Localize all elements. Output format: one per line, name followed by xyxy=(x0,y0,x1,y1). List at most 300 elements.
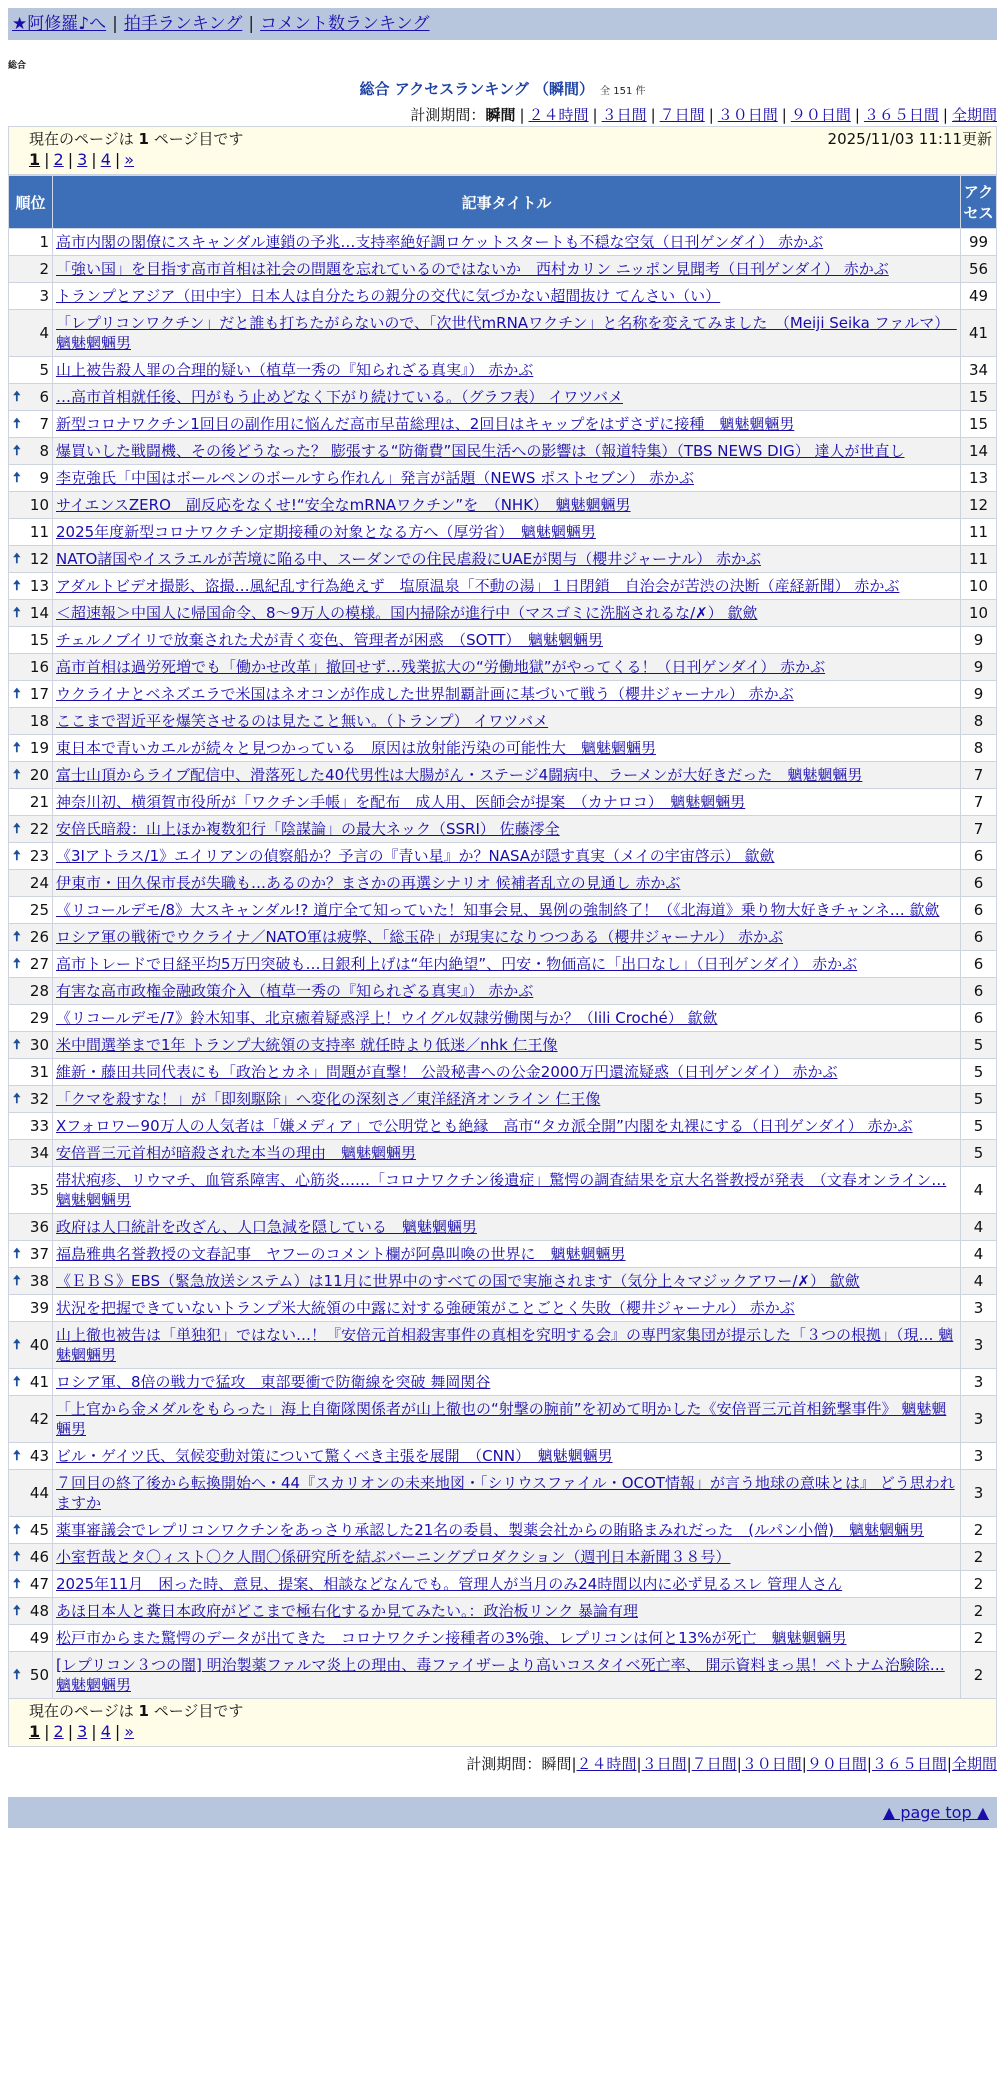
period-separator: | xyxy=(866,1755,872,1773)
access-count: 2 xyxy=(961,1598,997,1625)
article-title-link[interactable]: 有害な高市政権金融政策介入（植草一秀の『知られざる真実』） 赤かぶ xyxy=(56,982,534,1000)
table-row xyxy=(9,1214,997,1241)
table-row xyxy=(9,1470,997,1517)
rank-cell xyxy=(9,627,53,654)
rank-number: 9 xyxy=(39,469,49,487)
article-title-link[interactable]: アダルトビデオ撮影、盗撮…風紀乱す行為絶えず 塩原温泉「不動の湯」１日閉鎖 自治会が苦渋の決断（産経新聞） 赤かぶ xyxy=(56,577,900,595)
access-count: 10 xyxy=(961,573,997,600)
period-link[interactable]: 全期間 xyxy=(951,1755,997,1773)
rank-cell xyxy=(9,816,53,843)
article-title-link[interactable]: ＜超速報＞中国人に帰国命令、8〜9万人の模様。国内掃除が進行中（マスゴミに洗脳されるな/✗） 歙歛 xyxy=(56,604,758,622)
rank-number: 49 xyxy=(29,1629,49,1647)
rank-cell xyxy=(9,1322,53,1369)
pager-link[interactable]: 4 xyxy=(100,1722,111,1741)
title-cell xyxy=(53,816,961,843)
title-cell xyxy=(53,1032,961,1059)
rank-number: 22 xyxy=(29,820,49,838)
article-title-link[interactable]: あほ日本人と糞日本政府がどこまで極右化するか見てみたい。：政治板リンク 暴論有理 xyxy=(56,1602,638,1620)
rank-cell xyxy=(9,438,53,465)
rank-cell xyxy=(9,1086,53,1113)
table-row xyxy=(9,843,997,870)
access-count: 34 xyxy=(961,357,997,384)
access-count: 9 xyxy=(961,681,997,708)
nav-separator: | xyxy=(112,14,118,34)
title-cell xyxy=(53,256,961,283)
rank-up-arrow-icon: 🠅 xyxy=(13,1273,21,1289)
title-cell xyxy=(53,1443,961,1470)
rank-number: 3 xyxy=(39,287,49,305)
rank-cell xyxy=(9,1396,53,1443)
top-navigation xyxy=(8,8,997,40)
applause-ranking-link[interactable]: 拍手ランキング xyxy=(123,14,243,34)
pager-separator: | xyxy=(44,1722,50,1741)
rank-up-arrow-icon: 🠅 xyxy=(13,578,21,594)
article-title-link[interactable]: [レプリコン３つの闇] 明治製薬ファルマ炎上の理由、毒ファイザーより高いコスタイベ死亡率、 開示資料まっ黒！ベトナム治験除… 魑魅魍魎男 xyxy=(56,1656,945,1694)
rank-cell xyxy=(9,1625,53,1652)
title-cell xyxy=(53,789,961,816)
article-title-link[interactable]: 爆買いした戦闘機、その後どうなった？ 膨張する“防衛費”国民生活への影響は（報道特集）（TBS NEWS DIG） 達人が世直し xyxy=(56,442,905,460)
rank-up-arrow-icon: 🠅 xyxy=(13,1337,21,1353)
table-row xyxy=(9,1059,997,1086)
access-count: 2 xyxy=(961,1544,997,1571)
rank-number: 10 xyxy=(29,496,49,514)
article-title-link[interactable]: 小室哲哉とタ〇ィスト〇ク人間〇係研究所を結ぶバーニングプロダクション（週刊日本新聞３８号） xyxy=(56,1548,731,1566)
title-cell xyxy=(53,600,961,627)
title-cell xyxy=(53,492,961,519)
access-count: 7 xyxy=(961,762,997,789)
rank-number: 24 xyxy=(29,874,49,892)
pager-link[interactable]: 3 xyxy=(77,150,88,169)
access-count: 7 xyxy=(961,789,997,816)
rank-number: 48 xyxy=(29,1602,49,1620)
access-count: 2 xyxy=(961,1652,997,1699)
period-link[interactable]: ３０日間 xyxy=(717,106,778,124)
access-count: 6 xyxy=(961,924,997,951)
rank-number: 46 xyxy=(29,1548,49,1566)
title-cell xyxy=(53,357,961,384)
rank-cell xyxy=(9,519,53,546)
access-count: 49 xyxy=(961,283,997,310)
rank-cell xyxy=(9,1241,53,1268)
access-count: 4 xyxy=(961,1214,997,1241)
rank-number: 35 xyxy=(29,1181,49,1199)
rank-number: 30 xyxy=(29,1036,49,1054)
article-title-link[interactable]: 「レプリコンワクチン」だと誰も打ちたがらないので、「次世代mRNAワクチン」と名称を変えてみました （Meiji Seika ファルマ） 魑魅魍魎男 xyxy=(56,314,957,352)
current-page-text-bottom: 現在のページは 1 ページ目です xyxy=(29,1702,244,1720)
rank-up-arrow-icon: 🠅 xyxy=(13,821,21,837)
access-count: 7 xyxy=(961,816,997,843)
article-title-link[interactable]: 政府は人口統計を改ざん、人口急減を隠している 魑魅魍魎男 xyxy=(56,1218,477,1236)
access-count: 12 xyxy=(961,492,997,519)
article-title-link[interactable]: 「上官から金メダルをもらった」海上自衛隊関係者が山上徹也の“射撃の腕前”を初めて明かした《安倍晋三元首相銃撃事件》 魑魅魍魎男 xyxy=(56,1400,947,1438)
period-link[interactable]: ３６５日間 xyxy=(863,106,939,124)
table-row xyxy=(9,708,997,735)
article-title-link[interactable]: トランプとアジア（田中宇）日本人は自分たちの親分の交代に気づかない超間抜け てんさい（い） xyxy=(56,287,721,305)
rank-number: 45 xyxy=(29,1521,49,1539)
table-row xyxy=(9,1396,997,1443)
table-row xyxy=(9,870,997,897)
article-title-link[interactable]: 《ＥＢＳ》EBS（緊急放送システム）は11月に世界中のすべての国で実施されます（気分上々マジックアワー/✗） 歙歛 xyxy=(56,1272,860,1290)
rank-cell xyxy=(9,1113,53,1140)
rank-cell xyxy=(9,1268,53,1295)
header-rank: 順位 xyxy=(9,176,53,229)
rank-number: 26 xyxy=(29,928,49,946)
table-row xyxy=(9,283,997,310)
article-title-link[interactable]: 「クマを殺すな！」が「即刻駆除」へ変化の深刻さ／東洋経済オンライン 仁王像 xyxy=(56,1090,601,1108)
article-title-link[interactable]: 《3Iアトラス/1》エイリアンの偵察船か？予言の『青い星』か？NASAが隠す真実（メイの宇宙啓示） 歙歛 xyxy=(56,847,775,865)
rank-number: 17 xyxy=(29,685,49,703)
title-cell xyxy=(53,870,961,897)
rank-number: 44 xyxy=(29,1484,49,1502)
access-count: 3 xyxy=(961,1470,997,1517)
article-title-link[interactable]: ロシア軍の戦術でウクライナ／NATO軍は疲弊、「総玉砕」が現実になりつつある（櫻井ジャーナル） 赤かぶ xyxy=(56,928,784,946)
rank-number: 40 xyxy=(29,1336,49,1354)
title-cell xyxy=(53,1268,961,1295)
rank-number: 14 xyxy=(29,604,49,622)
title-cell xyxy=(53,438,961,465)
rank-cell xyxy=(9,1517,53,1544)
rank-cell xyxy=(9,870,53,897)
title-cell xyxy=(53,951,961,978)
access-count: 5 xyxy=(961,1140,997,1167)
table-row xyxy=(9,762,997,789)
title-cell xyxy=(53,1396,961,1443)
article-title-link[interactable]: 帯状疱疹、リウマチ、血管系障害、心筋炎……「コロナワクチン後遺症」驚愕の調査結果を京大名誉教授が発表 （文春オンライン… 魑魅魍魎男 xyxy=(56,1171,947,1209)
rank-up-arrow-icon: 🠅 xyxy=(13,1374,21,1390)
rank-cell xyxy=(9,1032,53,1059)
period-link[interactable]: ９０日間 xyxy=(806,1755,867,1773)
page-top-bar xyxy=(8,1797,997,1828)
table-row xyxy=(9,1369,997,1396)
rank-cell xyxy=(9,1598,53,1625)
table-row xyxy=(9,1652,997,1699)
table-row xyxy=(9,897,997,924)
period-selector-top xyxy=(8,104,997,126)
title-cell xyxy=(53,1059,961,1086)
rank-number: 31 xyxy=(29,1063,49,1081)
article-title-link[interactable]: 高市首相は過労死増でも「働かせ改革」撤回せず…残業拡大の“労働地獄”がやってくる！（日刊ゲンダイ） 赤かぶ xyxy=(56,658,826,676)
article-title-link[interactable]: 安倍晋三元首相が暗殺された本当の理由 魑魅魍魎男 xyxy=(56,1144,417,1162)
access-count: 2 xyxy=(961,1517,997,1544)
article-title-link[interactable]: 《リコールデモ/7》鈴木知事、北京癒着疑惑浮上！ウイグル奴隷労働関与か？（lili Croché） 歙歛 xyxy=(56,1009,718,1027)
article-title-link[interactable]: 《リコールデモ/8》大スキャンダル!? 道庁全て知っていた！知事会見、異例の強制終了！（《北海道》乗り物大好きチャンネ… 歙歛 xyxy=(56,901,940,919)
title-cell xyxy=(53,546,961,573)
period-link[interactable]: 全期間 xyxy=(951,106,997,124)
rank-up-arrow-icon: 🠅 xyxy=(13,1246,21,1262)
access-count: 15 xyxy=(961,411,997,438)
rank-up-arrow-icon: 🠅 xyxy=(13,1448,21,1464)
table-row xyxy=(9,1544,997,1571)
period-current: 瞬間 xyxy=(541,1755,572,1773)
period-separator: | xyxy=(942,106,948,124)
access-count: 6 xyxy=(961,951,997,978)
period-separator: | xyxy=(708,106,714,124)
access-count: 3 xyxy=(961,1369,997,1396)
period-separator: | xyxy=(650,106,656,124)
rank-cell xyxy=(9,978,53,1005)
article-title-link[interactable]: 新型コロナワクチン1回目の副作用に悩んだ高市早苗総理は、2回目はキャップをはずさずに接種 魑魅魍魎男 xyxy=(56,415,795,433)
table-row xyxy=(9,1140,997,1167)
pager-separator: | xyxy=(114,1722,121,1741)
rank-cell xyxy=(9,951,53,978)
access-count: 3 xyxy=(961,1322,997,1369)
table-row xyxy=(9,1268,997,1295)
rank-cell xyxy=(9,1470,53,1517)
article-title-link[interactable]: 「強い国」を目指す高市首相は社会の問題を忘れているのではないか 西村カリン ニッポン見聞考（日刊ゲンダイ） 赤かぶ xyxy=(56,260,889,278)
comment-ranking-link[interactable]: コメント数ランキング xyxy=(260,14,430,34)
period-link[interactable]: ７日間 xyxy=(691,1755,737,1773)
rank-cell xyxy=(9,762,53,789)
rank-cell xyxy=(9,357,53,384)
pager-separator: | xyxy=(91,1722,97,1741)
page-info-top xyxy=(8,126,997,175)
period-link[interactable]: ２４時間 xyxy=(528,106,589,124)
title-cell xyxy=(53,1241,961,1268)
article-title-link[interactable]: 安倍氏暗殺：山上ほか複数犯行「陰謀論」の最大ネック（SSRI） 佐藤澪全 xyxy=(56,820,560,838)
title-cell xyxy=(53,1113,961,1140)
rank-up-arrow-icon: 🠅 xyxy=(13,1549,21,1565)
rank-number: 15 xyxy=(29,631,49,649)
title-cell xyxy=(53,1005,961,1032)
rank-cell xyxy=(9,1571,53,1598)
pager-current: 1 xyxy=(29,1722,41,1741)
ranking-table-body xyxy=(9,229,997,1699)
table-row xyxy=(9,357,997,384)
period-link[interactable]: ３６５日間 xyxy=(871,1755,947,1773)
period-link[interactable]: ３０日間 xyxy=(741,1755,802,1773)
header-access: アクセス xyxy=(961,176,997,229)
period-link[interactable]: ３日間 xyxy=(641,1755,687,1773)
access-count: 99 xyxy=(961,229,997,256)
rank-cell xyxy=(9,1005,53,1032)
rank-cell xyxy=(9,897,53,924)
article-title-link[interactable]: …高市首相就任後、円がもう止めどなく下がり続けている。（グラフ表） イワツバメ xyxy=(56,388,623,406)
rank-number: 34 xyxy=(29,1144,49,1162)
rank-cell xyxy=(9,735,53,762)
rank-cell xyxy=(9,1214,53,1241)
access-count: 5 xyxy=(961,1059,997,1086)
rank-cell xyxy=(9,310,53,357)
article-title-link[interactable]: 神奈川初、横須賀市役所が「ワクチン手帳」を配布 成人用、医師会が提案 （カナロコ） 魑魅魍魎男 xyxy=(56,793,746,811)
access-count: 5 xyxy=(961,1032,997,1059)
rank-up-arrow-icon: 🠅 xyxy=(13,929,21,945)
article-title-link[interactable]: Xフォロワー90万人の人気者は「嫌メディア」で公明党とも絶縁 高市“タカ派全開”内閣を丸裸にする（日刊ゲンダイ） 赤かぶ xyxy=(56,1117,913,1135)
rank-cell xyxy=(9,1443,53,1470)
rank-cell xyxy=(9,465,53,492)
title-cell xyxy=(53,654,961,681)
title-cell xyxy=(53,1086,961,1113)
article-title-link[interactable]: 山上徹也被告は「単独犯」ではない…！『安倍元首相殺害事件の真相を究明する会』の専門家集団が提示した「３つの根拠」（現… 魑魅魍魎男 xyxy=(56,1326,954,1364)
period-separator: | xyxy=(781,106,787,124)
access-count: 3 xyxy=(961,1443,997,1470)
updated-timestamp: 2025/11/03 11:11更新 xyxy=(827,130,992,148)
period-separator: | xyxy=(946,1755,952,1773)
rank-up-arrow-icon: 🠅 xyxy=(13,956,21,972)
period-link[interactable]: ３日間 xyxy=(601,106,647,124)
rank-cell xyxy=(9,1544,53,1571)
rank-number: 1 xyxy=(39,233,49,251)
rank-number: 7 xyxy=(39,415,49,433)
period-separator: | xyxy=(736,1755,742,1773)
title-cell xyxy=(53,1625,961,1652)
table-row xyxy=(9,1443,997,1470)
article-title-link[interactable]: サイエンスZERO 副反応をなくせ!“安全なmRNAワクチン”を （NHK） 魑魅魍魎男 xyxy=(56,496,631,514)
table-row xyxy=(9,654,997,681)
table-row xyxy=(9,1241,997,1268)
page-top-link[interactable]: ▲ page top ▲ xyxy=(882,1803,989,1822)
title-cell xyxy=(53,1517,961,1544)
access-count: 2 xyxy=(961,1571,997,1598)
category-label: 総合 xyxy=(8,61,27,71)
pager-next-link[interactable]: » xyxy=(124,150,135,169)
title-cell xyxy=(53,1140,961,1167)
rank-cell xyxy=(9,492,53,519)
rank-up-arrow-icon: 🠅 xyxy=(13,416,21,432)
article-title-link[interactable]: 李克強氏「中国はボールペンのボールすら作れん」発言が話題（NEWS ポストセブン） 赤かぶ xyxy=(56,469,694,487)
period-link[interactable]: ９０日間 xyxy=(790,106,851,124)
article-title-link[interactable]: 伊東市・田久保市長が失職も…あるのか？まさかの再選シナリオ 候補者乱立の見通し 赤かぶ xyxy=(56,874,681,892)
article-title-link[interactable]: ここまで習近平を爆笑させるのは見たこと無い。（トランプ） イワツバメ xyxy=(56,712,549,730)
rank-number: 16 xyxy=(29,658,49,676)
title-cell xyxy=(53,1571,961,1598)
pager-current: 1 xyxy=(29,150,41,169)
rank-number: 27 xyxy=(29,955,49,973)
table-row xyxy=(9,1517,997,1544)
article-title-link[interactable]: 福島雅典名誉教授の文春記事 ヤフーのコメント欄が阿鼻叫喚の世界に 魑魅魍魎男 xyxy=(56,1245,626,1263)
rank-number: 50 xyxy=(29,1666,49,1684)
table-row xyxy=(9,1322,997,1369)
title-cell xyxy=(53,1295,961,1322)
title-cell xyxy=(53,1369,961,1396)
period-selector-bottom xyxy=(8,1753,997,1775)
total-count: 全 151 件 xyxy=(600,86,646,97)
table-row xyxy=(9,546,997,573)
access-count: 6 xyxy=(961,843,997,870)
rank-number: 37 xyxy=(29,1245,49,1263)
rank-number: 23 xyxy=(29,847,49,865)
pager-link[interactable]: 3 xyxy=(77,1722,88,1741)
table-row xyxy=(9,256,997,283)
period-link[interactable]: ７日間 xyxy=(659,106,705,124)
article-title-link[interactable]: 高市内閣の閣僚にスキャンダル連鎖の予兆…支持率絶好調ロケットスタートも不穏な空気（日刊ゲンダイ） 赤かぶ xyxy=(56,233,824,251)
article-title-link[interactable]: 維新・藤田共同代表にも「政治とカネ」問題が直撃！ 公設秘書への公金2000万円還流疑惑（日刊ゲンダイ） 赤かぶ xyxy=(56,1063,838,1081)
title-cell xyxy=(53,283,961,310)
home-link[interactable]: ★阿修羅♪へ xyxy=(12,14,107,34)
article-title-link[interactable]: 松戸市からまた驚愕のデータが出てきた コロナワクチン接種者の3%強、レプリコンは何と13%が死亡 魑魅魍魎男 xyxy=(56,1629,847,1647)
pager-bottom xyxy=(29,1722,992,1742)
rank-up-arrow-icon: 🠅 xyxy=(13,443,21,459)
rank-number: 25 xyxy=(29,901,49,919)
article-title-link[interactable]: チェルノブイリで放棄された犬が青く変色、管理者が困惑 （SOTT） 魑魅魍魎男 xyxy=(56,631,603,649)
article-title-link[interactable]: 薬事審議会でレプリコンワクチンをあっさり承認した21名の委員、製薬会社からの賄賂まみれだった (ルパン小僧) 魑魅魍魎男 xyxy=(56,1521,924,1539)
access-count: 5 xyxy=(961,1086,997,1113)
access-count: 8 xyxy=(961,735,997,762)
rank-number: 6 xyxy=(39,388,49,406)
article-title-link[interactable]: 高市トレードで日経平均5万円突破も…日銀利上げは“年内絶望”、円安・物価高に「出口なし」（日刊ゲンダイ） 赤かぶ xyxy=(56,955,858,973)
period-separator: | xyxy=(854,106,860,124)
access-count: 4 xyxy=(961,1167,997,1214)
article-title-link[interactable]: ロシア軍、8倍の戦力で猛攻 東部要衝で防衛線を突破 舞岡関谷 xyxy=(56,1373,491,1391)
table-row xyxy=(9,1625,997,1652)
rank-number: 36 xyxy=(29,1218,49,1236)
article-title-link[interactable]: ウクライナとベネズエラで米国はネオコンが作成した世界制覇計画に基づいて戦う（櫻井ジャーナル） 赤かぶ xyxy=(56,685,794,703)
pager-link[interactable]: 2 xyxy=(53,1722,64,1741)
access-count: 3 xyxy=(961,1295,997,1322)
rank-cell xyxy=(9,1652,53,1699)
article-title-link[interactable]: 2025年度新型コロナワクチン定期接種の対象となる方へ（厚労省） 魑魅魍魎男 xyxy=(56,523,596,541)
title-cell xyxy=(53,229,961,256)
rank-up-arrow-icon: 🠅 xyxy=(13,767,21,783)
access-count: 11 xyxy=(961,519,997,546)
article-title-link[interactable]: 東日本で青いカエルが続々と見つかっている 原因は放射能汚染の可能性大 魑魅魍魎男 xyxy=(56,739,657,757)
rank-number: 47 xyxy=(29,1575,49,1593)
article-title-link[interactable]: 富士山頂からライブ配信中、滑落死した40代男性は大腸がん・ステージ4闘病中、ラーメンが大好きだった 魑魅魍魎男 xyxy=(56,766,863,784)
pager-separator: | xyxy=(91,150,97,169)
title-cell xyxy=(53,573,961,600)
rank-cell xyxy=(9,1140,53,1167)
rank-cell xyxy=(9,1369,53,1396)
title-cell xyxy=(53,762,961,789)
pager-link[interactable]: 4 xyxy=(100,150,111,169)
table-row xyxy=(9,573,997,600)
rank-up-arrow-icon: 🠅 xyxy=(13,1037,21,1053)
rank-up-arrow-icon: 🠅 xyxy=(13,1603,21,1619)
rank-up-arrow-icon: 🠅 xyxy=(13,848,21,864)
rank-cell xyxy=(9,283,53,310)
ranking-table xyxy=(8,175,997,1699)
rank-cell xyxy=(9,1167,53,1214)
table-row xyxy=(9,1005,997,1032)
rank-number: 21 xyxy=(29,793,49,811)
rank-cell xyxy=(9,681,53,708)
rank-cell xyxy=(9,384,53,411)
article-title-link[interactable]: 2025年11月 困った時、意見、提案、相談などなんでも。管理人が当月のみ24時間以内に必ず見るスレ 管理人さん xyxy=(56,1575,843,1593)
article-title-link[interactable]: NATO諸国やイスラエルが苦境に陥る中、スーダンでの住民虐殺にUAEが関与（櫻井ジャーナル） 赤かぶ xyxy=(56,550,761,568)
table-row xyxy=(9,681,997,708)
period-link[interactable]: ２４時間 xyxy=(576,1755,637,1773)
access-count: 10 xyxy=(961,600,997,627)
article-title-link[interactable]: ７回目の終了後から転換開始へ・44『スカリオンの未来地図・「シリウスファイル・OCOT情報」が言う地球の意味とは』 どう思われますか xyxy=(56,1474,955,1512)
table-row xyxy=(9,229,997,256)
title-cell xyxy=(53,897,961,924)
rank-up-arrow-icon: 🠅 xyxy=(13,686,21,702)
article-title-link[interactable]: 山上被告殺人罪の合理的疑い（植草一秀の『知られざる真実』） 赤かぶ xyxy=(56,361,534,379)
pager-next-link[interactable]: » xyxy=(124,1722,135,1741)
rank-cell xyxy=(9,924,53,951)
rank-number: 19 xyxy=(29,739,49,757)
access-count: 41 xyxy=(961,310,997,357)
article-title-link[interactable]: ビル・ゲイツ氏、気候変動対策について驚くべき主張を展開 （CNN） 魑魅魍魎男 xyxy=(56,1447,613,1465)
title-cell xyxy=(53,1214,961,1241)
article-title-link[interactable]: 状況を把握できていないトランプ米大統領の中露に対する強硬策がことごとく失敗（櫻井ジャーナル） 赤かぶ xyxy=(56,1299,795,1317)
rank-cell xyxy=(9,789,53,816)
pager-separator: | xyxy=(44,150,50,169)
pager-separator: | xyxy=(67,1722,74,1741)
table-row xyxy=(9,789,997,816)
rank-up-arrow-icon: 🠅 xyxy=(13,1522,21,1538)
access-count: 6 xyxy=(961,978,997,1005)
rank-number: 29 xyxy=(29,1009,49,1027)
rank-up-arrow-icon: 🠅 xyxy=(13,605,21,621)
rank-cell xyxy=(9,229,53,256)
article-title-link[interactable]: 米中間選挙まで1年 トランプ大統領の支持率 就任時より低迷／nhk 仁王像 xyxy=(56,1036,558,1054)
period-separator: | xyxy=(636,1755,642,1773)
title-cell xyxy=(53,1322,961,1369)
access-count: 8 xyxy=(961,708,997,735)
pager-link[interactable]: 2 xyxy=(53,150,64,169)
table-row xyxy=(9,951,997,978)
rank-cell xyxy=(9,256,53,283)
